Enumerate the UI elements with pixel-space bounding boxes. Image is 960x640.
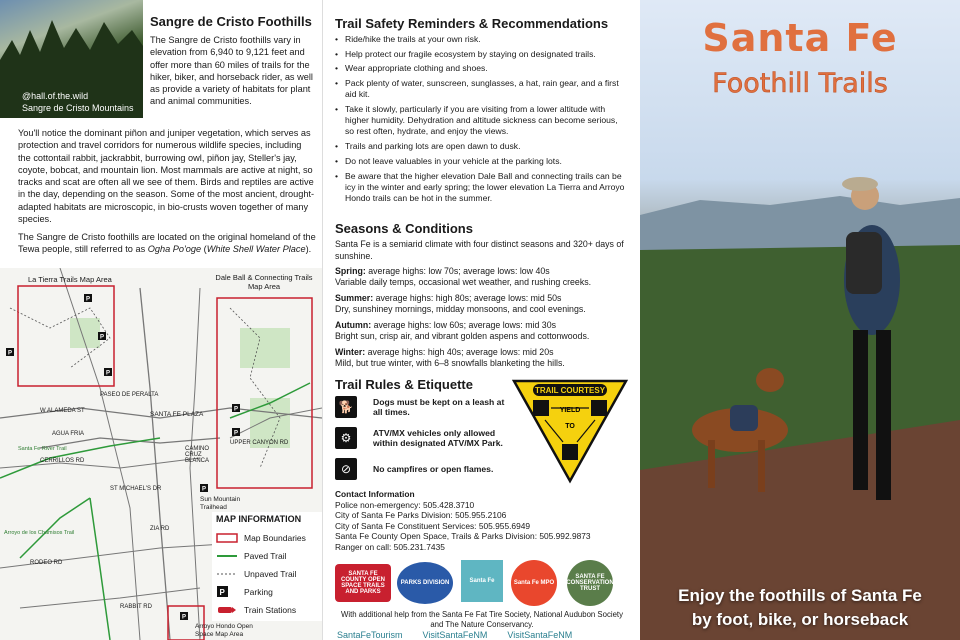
svg-text:P: P	[100, 334, 105, 341]
tewa-translation: White Shell Water Place	[206, 244, 306, 255]
sdc-heading: Sangre de Cristo Foothills	[150, 14, 312, 29]
season-temps: average highs: low 70s; average lows: low 40s	[365, 266, 550, 276]
no-fire-icon: ⊘	[335, 458, 357, 480]
legend-label: Parking	[244, 587, 273, 597]
county-logo: SANTA FE COUNTY OPEN SPACE TRAILS AND PARKS	[335, 564, 391, 602]
street-label-agua-fria: AGUA FRIA	[52, 431, 85, 437]
cover-subtitle: Foothill Trails	[712, 68, 888, 99]
season-desc: Bright sun, crisp air, and vibrant golden aspens and cottonwoods.	[335, 331, 590, 342]
middle-panel	[322, 0, 641, 640]
street-label-alameda: W ALAMEDA ST	[40, 408, 85, 414]
contact-line: Ranger on call: 505.231.7435	[335, 541, 445, 552]
svg-text:P: P	[106, 370, 111, 377]
svg-text:P: P	[182, 614, 187, 621]
sdc-intro: The Sangre de Cristo foothills vary in elevation from 6,940 to 9,121 feet and offer more than 60 miles of trails for the hiker, biker, and horseback rider, as well as provide a variety of habitats for plant and animal communities.	[150, 35, 313, 107]
parking-icon	[216, 586, 238, 598]
photo-credit-location: Sangre de Cristo Mountains	[22, 103, 134, 113]
paved-trail	[90, 498, 110, 640]
season-summer	[335, 293, 629, 316]
seasons-intro: Santa Fe is a semiarid climate with four distinct seasons and 320+ days of sunshine.	[335, 239, 624, 261]
hiker-cap	[842, 177, 878, 191]
hiker-leg	[853, 330, 868, 490]
arroyo-hondo-label: Arroyo Hondo Open Space Map Area	[195, 623, 253, 638]
to-text: TO	[565, 423, 575, 430]
legend-row-train	[216, 601, 322, 619]
street-label-cruz-blanca: CAMINO CRUZ BLANCA	[185, 446, 210, 464]
rule-atv	[335, 427, 505, 449]
social-links	[337, 630, 627, 640]
legend-label: Train Stations	[244, 605, 297, 615]
dale-ball-boundary	[217, 298, 312, 488]
season-name: Winter:	[335, 347, 366, 357]
partner-logos	[335, 558, 635, 610]
dale-ball-label: Dale Ball & Connecting Trails Map Area	[215, 273, 313, 291]
legend-label: Paved Trail	[244, 551, 287, 561]
season-temps: average highs: low 60s; average lows: mid 30s	[371, 320, 556, 330]
season-name: Spring:	[335, 266, 366, 276]
boundary-swatch	[216, 533, 238, 543]
svg-text:P: P	[234, 406, 239, 413]
season-desc: Mild, but true winter, with 6–8 snowfalls blanketing the hills.	[335, 358, 565, 369]
social-link[interactable]: VisitSantaFeNM	[507, 630, 573, 640]
seasons-heading: Seasons & Conditions	[335, 221, 473, 236]
rule-text: ATV/MX vehicles only allowed within designated ATV/MX Park.	[373, 427, 503, 448]
svg-text:P: P	[8, 350, 13, 357]
street-label-peralta: PASEO DE PERALTA	[100, 392, 159, 398]
backpack	[846, 232, 882, 294]
la-tierra-label: La Tierra Trails Map Area	[28, 275, 112, 284]
contact-line: City of Santa Fe Parks Division: 505.955.2106	[335, 510, 507, 521]
photo-credit-handle: @hall.of.the.wild	[22, 91, 89, 101]
legend-row-unpaved	[216, 565, 322, 583]
social-link[interactable]: VisitSantaFeNM	[422, 630, 488, 640]
season-name: Autumn:	[335, 320, 372, 330]
trail-label-chamisos: Arroyo de los Chamisos Trail	[4, 530, 75, 536]
legend-label: Unpaved Trail	[244, 569, 297, 579]
safety-list	[335, 34, 629, 208]
thanks-text: With additional help from the Santa Fe Fat Tire Society, National Audubon Society and The Nature Conservancy.	[341, 610, 623, 629]
svg-text:P: P	[86, 296, 91, 303]
season-winter	[335, 347, 629, 370]
season-name: Summer:	[335, 293, 374, 303]
yield-text: YIELD	[559, 407, 581, 414]
parks-division-logo: PARKS DIVISION	[397, 562, 453, 604]
dog-leg	[708, 440, 715, 488]
rule-fire	[335, 458, 505, 480]
safety-item: • Help protect our fragile ecosystem by staying on designated trails.	[335, 49, 629, 60]
green-area	[240, 328, 290, 368]
street-label-plaza: SANTA FE PLAZA	[150, 411, 204, 418]
contact-line: City of Santa Fe Constituent Services: 505.955.6949	[335, 520, 531, 531]
safety-item: • Be aware that the higher elevation Dale Ball and connecting trails can be icy in the winter and early spring; the lower elevation La Tierra and Arroyo Hondo trails can be hot in the summer.	[335, 171, 629, 205]
safety-item: • Trails and parking lots are open dawn to dusk.	[335, 141, 629, 152]
street-label-rabbit: RABBIT RD	[120, 604, 152, 610]
season-desc: Dry, sunshiney mornings, midday monsoons, and cool evenings.	[335, 304, 586, 315]
road	[20, 588, 200, 608]
tewa-end: ).	[305, 244, 312, 255]
season-spring	[335, 266, 629, 289]
contact-line: Police non-emergency: 505.428.3710	[335, 499, 475, 510]
legend-row-boundaries	[216, 529, 322, 547]
vegetation-paragraph: You'll notice the dominant piñon and juniper vegetation, which serves as protection and travel corridors for numerous wildlife species, including the cottontail rabbit, jackrabbit, burrowing owl, piñon jay, Steller's jay, coyote, bobcat, and mountain lion. Most mammals are active at night, so tracks and scat are often all we see of them. Birds and reptiles are active in the day, depending on the season. Some of the most ancient, drought-adapted habitats are microscopic, in bio-crusts woven together of many species.	[18, 128, 315, 225]
season-autumn	[335, 320, 629, 343]
street-label-rodeo: RODEO RD	[30, 560, 63, 566]
tewa-name: Ogha Po'oge	[147, 244, 202, 255]
cover-title: Santa Fe	[702, 16, 898, 60]
street-label-cerrillos: CERRILLOS RD	[40, 458, 85, 464]
trail-label-river: Santa Fe River Trail	[18, 446, 67, 452]
dog-leg	[758, 440, 765, 492]
safety-item: • Do not leave valuables in your vehicle at the parking lots.	[335, 156, 629, 167]
paved-swatch	[216, 551, 238, 561]
mountain-photo	[0, 0, 143, 118]
legend-label: Map Boundaries	[244, 533, 306, 543]
unpaved-swatch	[216, 569, 238, 579]
courtesy-title: TRAIL COURTESY	[534, 386, 606, 395]
safety-heading: Trail Safety Reminders & Recommendations	[335, 16, 609, 31]
contact-info	[335, 489, 629, 553]
mpo-logo: Santa Fe MPO	[511, 560, 557, 606]
paved-trail	[20, 498, 90, 558]
rule-text: No campfires or open flames.	[373, 463, 494, 474]
hiker-icon	[591, 400, 607, 416]
hiker-leg	[876, 330, 891, 500]
horse-icon	[562, 444, 578, 460]
season-temps: average highs: high 40s; average lows: mid 20s	[365, 347, 554, 357]
rules-heading: Trail Rules & Etiquette	[335, 377, 473, 392]
street-label-canyon: UPPER CANYON RD	[230, 440, 289, 446]
sun-mountain-label: Sun Mountain Trailhead	[200, 496, 241, 511]
safety-item: • Take it slowly, particularly if you are visiting from a lower altitude with higher humidity. Dehydration and altitude sickness can become serious, so rest often, hydrate, and enjoy the views.	[335, 104, 629, 138]
road	[190, 288, 200, 640]
trail-courtesy-sign	[511, 378, 629, 484]
rule-dogs	[335, 396, 505, 418]
tewa-paren: (	[201, 244, 207, 255]
safety-item: • Pack plenty of water, sunscreen, sunglasses, a hat, rain gear, and a first aid kit.	[335, 78, 629, 100]
safety-item: • Wear appropriate clothing and shoes.	[335, 63, 629, 74]
legend-row-paved	[216, 547, 322, 565]
dog-leash-icon: 🐕	[335, 396, 357, 418]
street-label-zia: ZIA RD	[150, 526, 170, 532]
social-link[interactable]: SantaFeTourism	[337, 630, 403, 640]
santa-fe-logo: Santa Fe	[461, 560, 503, 602]
legend-title: MAP INFORMATION	[216, 514, 302, 524]
dog-harness	[730, 405, 758, 431]
cover-panel	[640, 0, 960, 640]
cover-tagline	[640, 584, 960, 632]
tagline-line: Enjoy the foothills of Santa Fe	[678, 586, 922, 605]
train-icon	[216, 605, 238, 615]
svg-text:P: P	[234, 430, 239, 437]
bike-icon	[533, 400, 549, 416]
conservation-trust-logo: SANTA FE CONSERVATION TRUST	[567, 560, 613, 606]
tewa-paragraph	[18, 231, 316, 256]
legend-row-parking	[216, 583, 322, 601]
rule-text: Dogs must be kept on a leash at all times.	[373, 396, 505, 417]
contact-heading: Contact Information	[335, 489, 415, 499]
dog-head	[756, 368, 784, 392]
svg-text:P: P	[219, 588, 225, 597]
tagline-line: by foot, bike, or horseback	[691, 610, 909, 629]
contact-line: Santa Fe County Open Space, Trails & Parks Division: 505.992.9873	[335, 531, 591, 542]
atv-icon: ⚙	[335, 427, 357, 449]
tewa-text: The Sangre de Cristo foothills are located on the original homeland of the Tewa people, still referred to as	[18, 232, 316, 255]
safety-item: • Ride/hike the trails at your own risk.	[335, 34, 629, 45]
season-temps: average highs: high 80s; average lows: mid 50s	[373, 293, 562, 303]
left-panel	[0, 0, 322, 640]
map-legend	[212, 512, 322, 621]
street-label-michaels: ST MICHAEL'S DR	[110, 486, 162, 492]
season-desc: Variable daily temps, occasional wet weather, and rushing creeks.	[335, 277, 592, 288]
svg-text:P: P	[202, 486, 207, 493]
